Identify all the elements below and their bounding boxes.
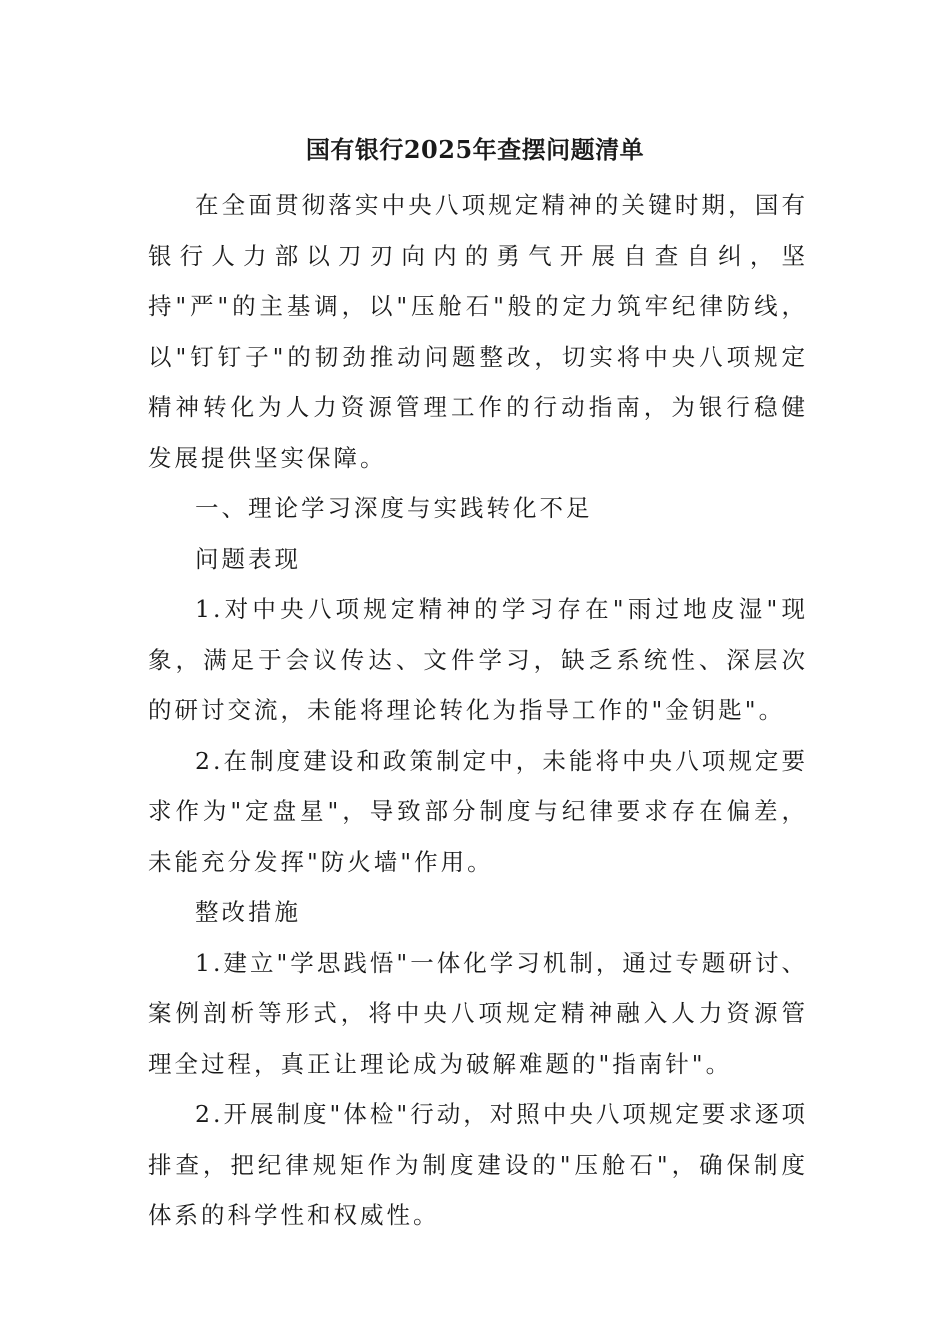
- measure-item: 2.开展制度"体检"行动，对照中央八项规定要求逐项排查，把纪律规矩作为制度建设的"压舱石"，确保制度体系的科学性和权威性。: [148, 1100, 808, 1229]
- document-title: 国有银行2025年查摆问题清单: [305, 135, 645, 164]
- problem-item: 2.在制度建设和政策制定中，未能将中央八项规定要求作为"定盘星"，导致部分制度与纪律要求存在偏差，未能充分发挥"防火墙"作用。: [148, 746, 808, 876]
- measure-item: 1.建立"学思践悟"一体化学习机制，通过专题研讨、案例剖析等形式，将中央八项规定精神融入人力资源管理全过程，真正让理论成为破解难题的"指南针"。: [148, 948, 808, 1078]
- document-body: [148, 180, 808, 1241]
- problem-item: 1.对中央八项规定精神的学习存在"雨过地皮湿"现象，满足于会议传达、文件学习，缺乏系统性、深层次的研讨交流，未能将理论转化为指导工作的"金钥匙"。: [148, 595, 808, 724]
- intro-paragraph: 在全面贯彻落实中央八项规定精神的关键时期，国有银行人力部以刀刃向内的勇气开展自查自纠，坚持"严"的主基调，以"压舱石"般的定力筑牢纪律防线，以"钉钉子"的韧劲推动问题整改，切实将中央八项规定精神转化为人力资源管理工作的行动指南，为银行稳健发展提供坚实保障。: [148, 191, 808, 472]
- measures-heading: 整改措施: [195, 898, 301, 926]
- section-heading: 一、理论学习深度与实践转化不足: [195, 494, 593, 522]
- problems-heading: 问题表现: [195, 544, 301, 573]
